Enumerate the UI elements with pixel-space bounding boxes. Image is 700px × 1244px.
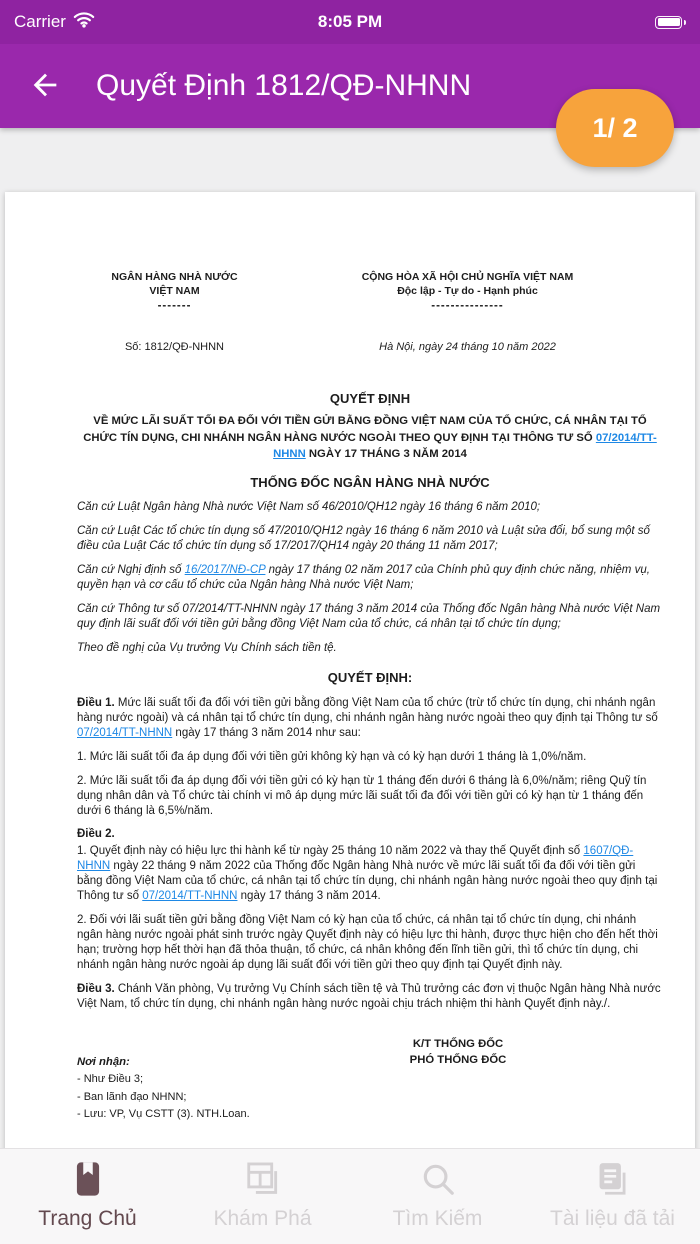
- document-page: [5, 192, 695, 1148]
- org-name-line1: NGÂN HÀNG NHÀ NƯỚC: [111, 271, 238, 283]
- page-number-badge: 1/ 2: [556, 89, 674, 167]
- article-1-clause-2: 2. Mức lãi suất tối đa áp dụng đối với tiền gửi có kỳ hạn từ 1 tháng đến dưới 6 tháng là 6,0%/năm; riêng Quỹ tín dụng nhân dân và Tổ chức tài chính vi mô áp dụng mức lãi suất tối đa đối với tiền gửi có kỳ hạn từ 1 tháng đến dưới 6 tháng là 6,5%/năm.: [77, 774, 647, 817]
- document-header: [77, 270, 663, 355]
- article-3-paragraph: Điều 3. Chánh Văn phòng, Vụ trưởng Vụ Chính sách tiền tệ và Thủ trưởng các đơn vị thuộc Ngân hàng Nhà nước Việt Nam, tổ chức tín dụng, chi nhánh ngân hàng nước ngoài chịu trách nhiệm thi hành Quyết định này./.: [77, 982, 661, 1010]
- article-1-clause-1: 1. Mức lãi suất tối đa áp dụng đối với tiền gửi không kỳ hạn và có kỳ hạn dưới 1 tháng là 1,0%/năm.: [77, 750, 587, 763]
- tab-home-label: Trang Chủ: [38, 1207, 137, 1230]
- subtitle-text: VỀ MỨC LÃI SUẤT TỐI ĐA ĐỐI VỚI TIỀN GỬI BẰNG ĐỒNG VIỆT NAM CỦA TỔ CHỨC, CÁ NHÂN TẠI TỔ CHỨC TÍN DỤNG, CHI NHÁNH NGÂN HÀNG NƯỚC NGOÀI THEO QUY ĐỊNH TẠI THÔNG TƯ SỐ: [83, 415, 647, 444]
- status-bar: [0, 0, 700, 44]
- recital-paragraph: Căn cứ Luật Ngân hàng Nhà nước Việt Nam số 46/2010/QH12 ngày 16 tháng 6 năm 2010;: [77, 501, 541, 514]
- tab-downloads-label: Tài liệu đã tải: [550, 1207, 675, 1230]
- article-1-paragraph: Điều 1. Mức lãi suất tối đa đối với tiền gửi bằng đồng Việt Nam của tổ chức (trừ tổ chức tín dụng, chi nhánh ngân hàng nước ngoài) và cá nhân tại tổ chức tín dụng, chi nhánh ngân hàng nước ngoài theo quy định tại Thông tư số 07/2014/TT-NHNN ngày 17 tháng 3 năm 2014 như sau:: [77, 696, 658, 739]
- place-and-date: Hà Nội, ngày 24 tháng 10 năm 2022: [379, 341, 556, 354]
- tab-home[interactable]: [0, 1149, 175, 1244]
- book-bookmark-icon: [69, 1160, 107, 1201]
- recital-paragraph: Căn cứ Nghị định số 16/2017/NĐ-CP ngày 17 tháng 02 năm 2017 của Chính phủ quy định chức năng, nhiệm vụ, quyền hạn và cơ cấu tổ chức của Ngân hàng Nhà nước Việt Nam;: [77, 564, 650, 592]
- tab-explore[interactable]: [175, 1149, 350, 1244]
- tab-search[interactable]: [350, 1149, 525, 1244]
- document-scroll-area[interactable]: [0, 128, 700, 1148]
- recital-paragraph: Căn cứ Thông tư số 07/2014/TT-NHNN ngày 17 tháng 3 năm 2014 của Thống đốc Ngân hàng Nhà nước Việt Nam quy định lãi suất đối với tiền gửi bằng đồng Việt Nam của tổ chức, cá nhân tại tổ chức tín dụng;: [77, 603, 661, 631]
- recipient-item: - Ban lãnh đạo NHNN;: [77, 1090, 187, 1103]
- article-2-clause-1: 1. Quyết định này có hiệu lực thi hành kể từ ngày 25 tháng 10 năm 2022 và thay thế Quyết định số 1607/QĐ-NHNN ngày 22 tháng 9 năm 2022 của Thống đốc Ngân hàng Nhà nước về mức lãi suất tối đa đối với tiền gửi bằng đồng Việt Nam của tổ chức, cá nhân tại tổ chức tín dụng, chi nhánh ngân hàng nước ngoài theo quy định tại Thông tư số 07/2014/TT-NHNN ngày 17 tháng 3 năm 2014.: [77, 845, 658, 903]
- decision-title: QUYẾT ĐỊNH: [329, 390, 411, 406]
- article-2-circular-link[interactable]: 07/2014/TT-NHNN: [142, 890, 238, 903]
- signer-title-line1: K/T THỐNG ĐỐC: [412, 1037, 504, 1050]
- recipients-block: [77, 1052, 250, 1122]
- downloaded-docs-icon: [594, 1160, 632, 1201]
- back-button[interactable]: [28, 64, 72, 108]
- decision-subtitle: [77, 413, 663, 462]
- signer-title-line2: PHÓ THỐNG ĐỐC: [409, 1054, 507, 1067]
- order-heading: QUYẾT ĐỊNH:: [327, 669, 413, 685]
- explore-window-icon: [244, 1160, 282, 1201]
- tab-downloads[interactable]: [525, 1149, 700, 1244]
- org-name-line2: VIỆT NAM: [149, 285, 200, 298]
- bottom-tab-bar: [0, 1148, 700, 1244]
- issuer-heading: THỐNG ĐỐC NGÂN HÀNG NHÀ NƯỚC: [250, 474, 490, 490]
- signature-section: [77, 1036, 663, 1122]
- republic-divider: ---------------: [431, 300, 504, 313]
- recital-paragraph: Căn cứ Luật Các tổ chức tín dụng số 47/2010/QH12 ngày 16 tháng 6 năm 2010 và Luật sửa đổi, bổ sung một số điều của Luật Các tổ chức tín dụng số 17/2017/QH14 ngày 20 tháng 11 năm 2017;: [77, 525, 650, 553]
- recipient-item: - Như Điều 3;: [77, 1073, 144, 1086]
- org-divider: -------: [157, 300, 192, 313]
- tab-search-label: Tìm Kiếm: [392, 1207, 483, 1230]
- recipient-item: - Lưu: VP, Vụ CSTT (3). NTH.Loan.: [77, 1108, 250, 1121]
- subtitle-circular-link[interactable]: 07/2014/TT-NHNN: [273, 431, 657, 461]
- battery-icon: [655, 16, 686, 29]
- document-number: Số: 1812/QĐ-NHNN: [124, 341, 225, 354]
- recital-paragraph: Theo đề nghị của Vụ trưởng Vụ Chính sách tiền tệ.: [77, 642, 337, 655]
- article-1-label: Điều 1.: [77, 696, 115, 709]
- recital-decree-link[interactable]: 16/2017/NĐ-CP: [184, 564, 266, 577]
- article-2-decision-link[interactable]: 1607/QĐ-NHNN: [77, 845, 634, 873]
- search-icon: [419, 1160, 457, 1201]
- article-1-circular-link[interactable]: 07/2014/TT-NHNN: [77, 726, 173, 739]
- republic-motto-line2: Độc lập - Tự do - Hạnh phúc: [397, 285, 538, 298]
- carrier-label: Carrier: [14, 12, 66, 31]
- signer-title-block: [293, 1036, 623, 1069]
- subtitle-text-post: NGÀY 17 THÁNG 3 NĂM 2014: [305, 448, 467, 461]
- tab-explore-label: Khám Phá: [213, 1207, 312, 1230]
- clock-label: 8:05 PM: [317, 12, 383, 31]
- back-arrow-icon: [28, 68, 62, 105]
- recipients-label: Nơi nhận:: [77, 1055, 130, 1068]
- article-2-clause-2: 2. Đối với lãi suất tiền gửi bằng đồng Việt Nam có kỳ hạn của tổ chức, cá nhân tại tổ chức tín dụng, chi nhánh ngân hàng nước ngoài phát sinh trước ngày Quyết định này có hiệu lực thi hành, được thực hiện cho đến hết thời hạn; trường hợp hết thời hạn đã thỏa thuận, tổ chức, cá nhân không đến lĩnh tiền gửi, thì tổ chức tín dụng, chi nhánh ngân hàng nước ngoài áp dụng lãi suất đối với tiền gửi theo quy định tại Quyết định này.: [77, 914, 658, 971]
- article-2-label: Điều 2.: [77, 828, 115, 841]
- article-3-label: Điều 3.: [77, 982, 115, 995]
- republic-motto-line1: CỘNG HÒA XÃ HỘI CHỦ NGHĨA VIỆT NAM: [361, 271, 574, 283]
- page-title: Quyết Định 1812/QĐ-NHNN: [96, 69, 472, 102]
